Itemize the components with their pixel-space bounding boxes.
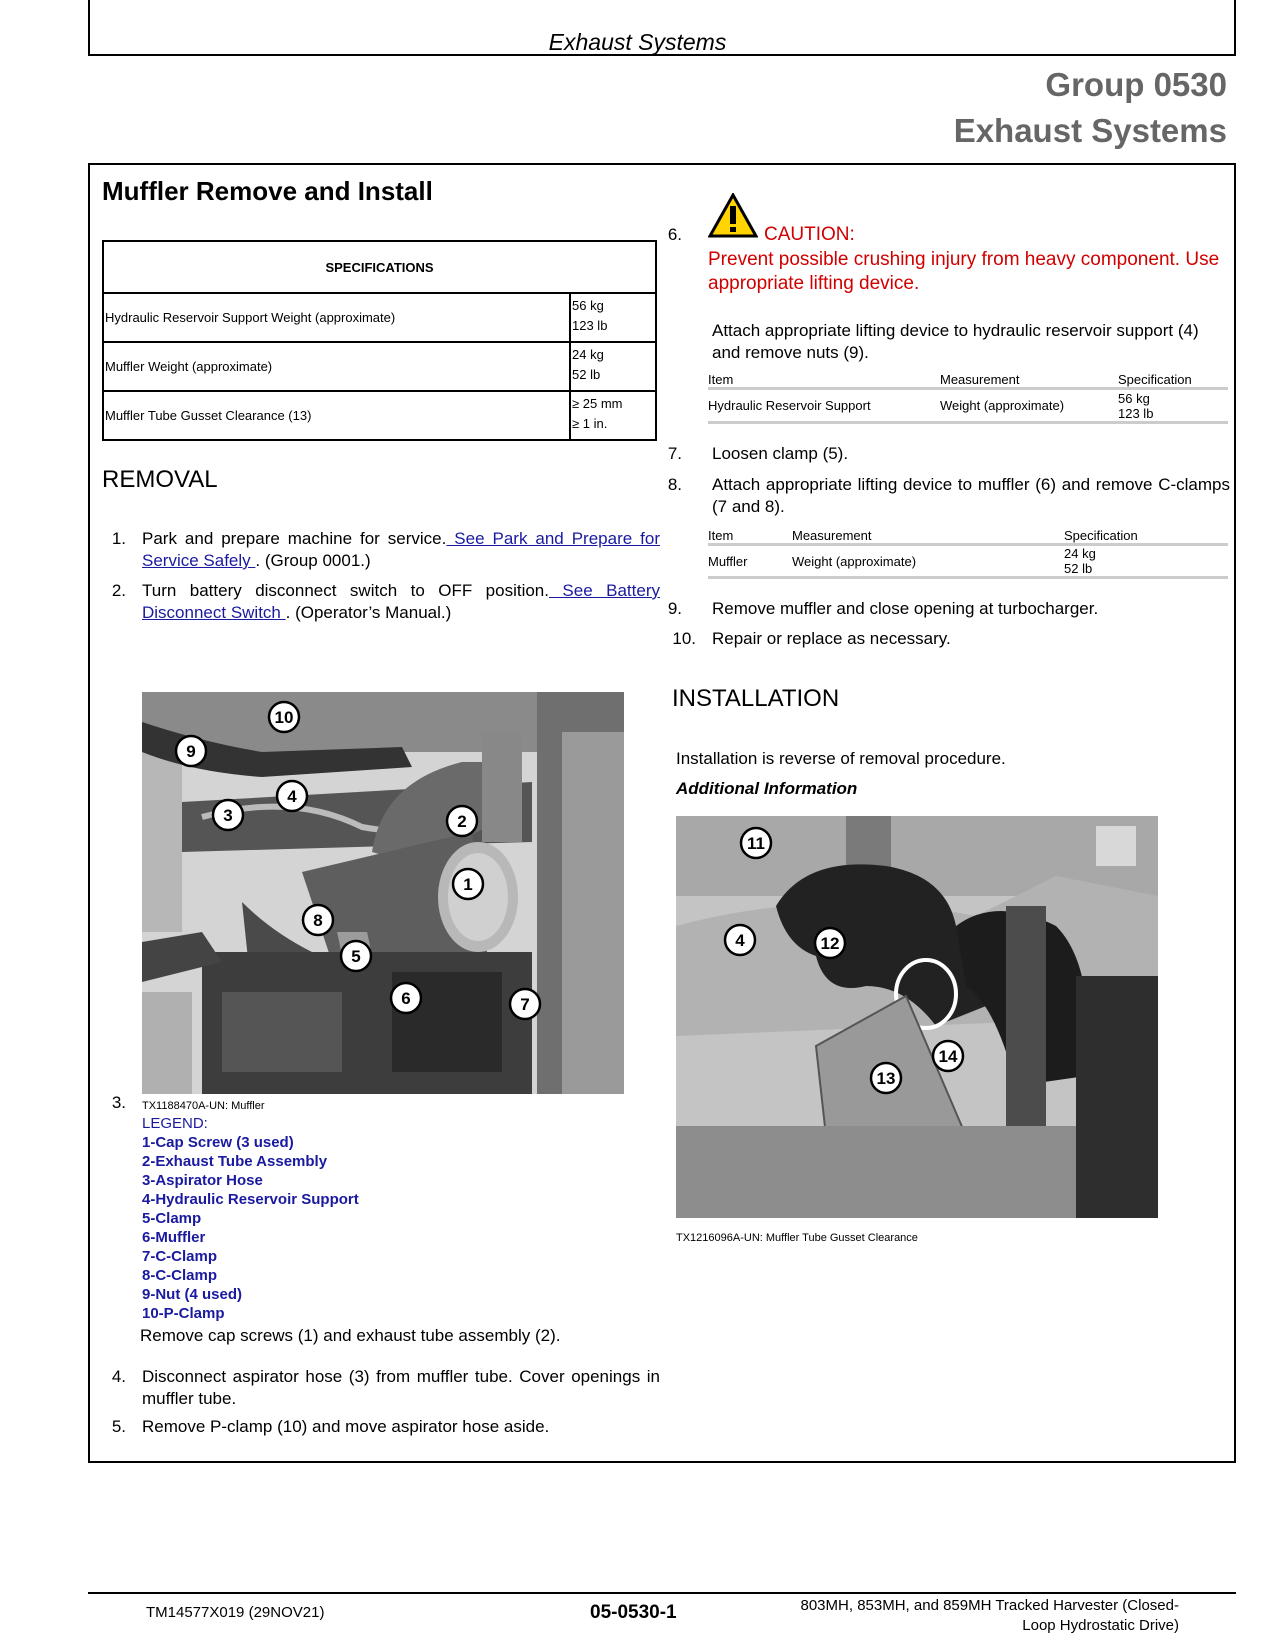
- muffler-figure: [142, 692, 624, 1094]
- svg-text:4: 4: [735, 931, 745, 950]
- spec-value: 56 kg 123 lb: [570, 293, 656, 342]
- legend-item: 4-Hydraulic Reservoir Support: [142, 1191, 359, 1208]
- legend-item: 7-C-Clamp: [142, 1248, 218, 1265]
- spec-label: Muffler Tube Gusset Clearance (13): [103, 391, 570, 440]
- step-1: 1. Park and prepare machine for service. See Park and Prepare for Service Safely . (Group 0001.): [111, 529, 660, 570]
- figure-caption: TX1188470A-UN: Muffler: [142, 1100, 265, 1112]
- step-2: 2. Turn battery disconnect switch to OFF position. See Battery Disconnect Switch . (Operator’s Manual.): [111, 581, 660, 622]
- table-row: [103, 342, 656, 391]
- footer-title: 803MH, 853MH, and 859MH Tracked Harvester (Closed- Loop Hydrostatic Drive): [800, 1597, 1179, 1634]
- table-row: [103, 293, 656, 342]
- spec-heading: SPECIFICATIONS: [103, 241, 656, 293]
- svg-text:10: 10: [274, 708, 294, 727]
- removal-heading: REMOVAL: [102, 466, 218, 493]
- svg-text:7: 7: [520, 995, 530, 1014]
- footer-page: 05-0530-1: [590, 1602, 677, 1623]
- step-6-text: Attach appropriate lifting device to hydraulic reservoir support (4) and remove nuts (9).: [712, 321, 1199, 362]
- group-title: Exhaust Systems: [953, 112, 1227, 149]
- gusset-clearance-figure: [676, 816, 1158, 1218]
- legend-item: 9-Nut (4 used): [142, 1286, 243, 1303]
- step-3-text: Remove cap screws (1) and exhaust tube assembly (2).: [140, 1326, 561, 1345]
- footer-doc-id: TM14577X019 (29NOV21): [146, 1604, 325, 1621]
- legend-item: 1-Cap Screw (3 used): [142, 1134, 294, 1151]
- svg-text:3: 3: [223, 806, 233, 825]
- additional-information: Additional Information: [676, 779, 858, 798]
- footer-rule: [88, 1592, 1236, 1594]
- spec-label: Muffler Weight (approximate): [103, 342, 570, 391]
- running-title: Exhaust Systems: [548, 29, 727, 55]
- svg-text:8: 8: [313, 911, 323, 930]
- svg-text:11: 11: [747, 834, 765, 853]
- legend-item: 2-Exhaust Tube Assembly: [142, 1153, 328, 1170]
- figure-caption: TX1216096A-UN: Muffler Tube Gusset Clearance: [676, 1232, 918, 1244]
- svg-text:1: 1: [463, 875, 473, 894]
- svg-text:2: 2: [457, 812, 467, 831]
- spec-value: ≥ 25 mm ≥ 1 in.: [570, 391, 656, 440]
- legend: [142, 1114, 359, 1323]
- svg-text:5: 5: [351, 947, 361, 966]
- link-battery-disconnect[interactable]: See Battery Disconnect Switch: [142, 581, 660, 622]
- table-row: Muffler Weight (approximate) 24 kg 52 lb: [708, 545, 1228, 578]
- step-5: 5. Remove P-clamp (10) and move aspirator hose aside.: [111, 1417, 550, 1436]
- svg-text:6: 6: [401, 989, 411, 1008]
- weight-table-muffler: Item Measurement Specification Muffler Weight (approximate) 24 kg 52 lb: [708, 527, 1228, 579]
- step-4: 4. Disconnect aspirator hose (3) from muffler tube. Cover openings in muffler tube.: [111, 1367, 660, 1408]
- installation-heading: INSTALLATION: [672, 685, 840, 712]
- legend-item: 6-Muffler: [142, 1229, 206, 1246]
- legend-item: 3-Aspirator Hose: [142, 1172, 263, 1189]
- svg-text:4: 4: [287, 787, 297, 806]
- svg-text:12: 12: [820, 934, 840, 953]
- weight-table-support: Item Measurement Specification Hydraulic Reservoir Support Weight (approximate) 56 kg 123 lb: [708, 371, 1228, 424]
- step-8: 8. Attach appropriate lifting device to muffler (6) and remove C-clamps (7 and 8).: [667, 475, 1230, 516]
- legend-item: 8-C-Clamp: [142, 1267, 218, 1284]
- spec-value: 24 kg 52 lb: [570, 342, 656, 391]
- warning-icon: [708, 193, 758, 238]
- caution-text: Prevent possible crushing injury from heavy component. Use appropriate lifting device.: [708, 249, 1220, 294]
- legend-title: LEGEND:: [142, 1115, 208, 1132]
- legend-item: 10-P-Clamp: [142, 1305, 225, 1322]
- section-title: Muffler Remove and Install: [102, 176, 433, 206]
- installation-text: Installation is reverse of removal procedure.: [676, 749, 1006, 768]
- group-number: Group 0530: [1045, 66, 1227, 103]
- link-park-prepare[interactable]: See Park and Prepare for Service Safely: [142, 529, 660, 570]
- table-row: [103, 391, 656, 440]
- svg-text:13: 13: [876, 1069, 896, 1088]
- svg-text:9: 9: [186, 742, 196, 761]
- specifications-table: [102, 240, 657, 441]
- spec-label: Hydraulic Reservoir Support Weight (approximate): [103, 293, 570, 342]
- caution-label: CAUTION:: [764, 224, 855, 245]
- table-row: Hydraulic Reservoir Support Weight (approximate) 56 kg 123 lb: [708, 389, 1228, 423]
- legend-item: 5-Clamp: [142, 1210, 202, 1227]
- svg-text:14: 14: [938, 1047, 958, 1066]
